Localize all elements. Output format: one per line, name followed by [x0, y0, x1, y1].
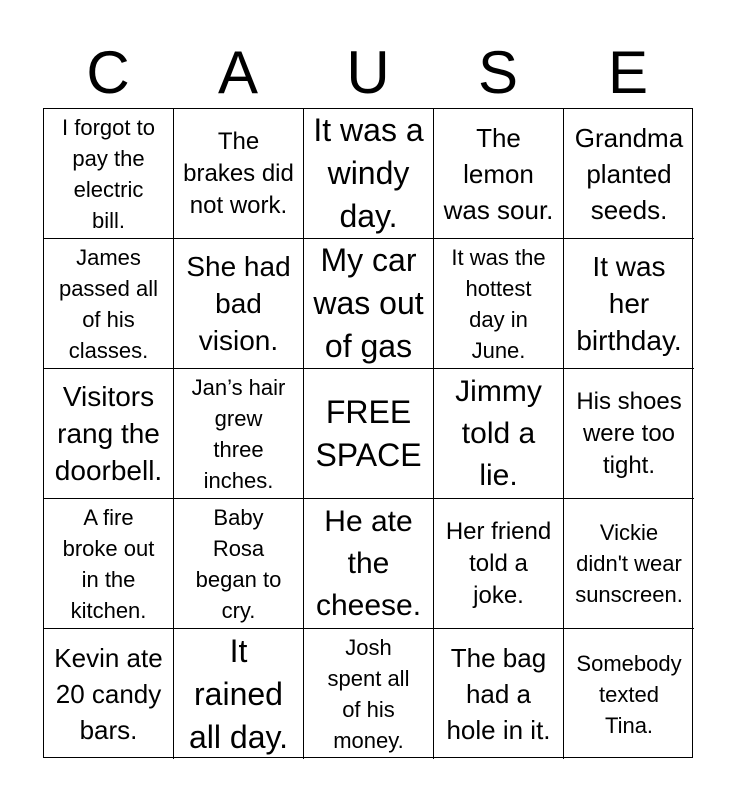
header-letter-s: S — [477, 39, 519, 106]
cell-text: The brakes did not work. — [183, 127, 294, 219]
bingo-cell[interactable] — [434, 109, 564, 239]
cell-text: Visitors rang the doorbell. — [54, 381, 163, 486]
free-space-text: FREE SPACE — [315, 393, 422, 473]
bingo-cell[interactable] — [174, 629, 304, 759]
bingo-cell[interactable] — [434, 239, 564, 369]
bingo-cell[interactable] — [564, 369, 694, 499]
bingo-cell[interactable] — [44, 239, 174, 369]
cell-text: A fire broke out in the kitchen. — [62, 504, 155, 623]
bingo-cell[interactable] — [564, 239, 694, 369]
bingo-cell[interactable] — [304, 629, 434, 759]
cell-text: Somebody texted Tina. — [576, 650, 682, 738]
bingo-cell[interactable] — [44, 629, 174, 759]
cell-text: Jan’s hair grew three inches. — [191, 374, 286, 493]
bingo-cell[interactable] — [44, 109, 174, 239]
bingo-cell[interactable] — [564, 499, 694, 629]
bingo-cell[interactable] — [174, 369, 304, 499]
free-space-cell[interactable] — [304, 369, 434, 499]
bingo-header — [43, 38, 693, 108]
cell-text: Grandma planted seeds. — [574, 122, 684, 225]
bingo-cell[interactable] — [174, 109, 304, 239]
cell-text: Jimmy told a lie. — [455, 374, 542, 492]
bingo-cell[interactable] — [174, 499, 304, 629]
bingo-cell[interactable] — [434, 629, 564, 759]
cell-text: It was a windy day. — [313, 112, 424, 234]
cell-text: His shoes were too tight. — [576, 387, 682, 479]
bingo-cell[interactable] — [304, 239, 434, 369]
cell-text: The bag had a hole in it. — [446, 643, 551, 745]
bingo-cell[interactable] — [564, 109, 694, 239]
bingo-cell[interactable] — [44, 369, 174, 499]
bingo-grid — [43, 108, 693, 758]
bingo-cell[interactable] — [304, 499, 434, 629]
cell-text: It was her birthday. — [576, 251, 682, 356]
cell-text: She had bad vision. — [186, 251, 291, 356]
cell-text: My car was out of gas — [313, 242, 424, 364]
bingo-cell[interactable] — [44, 499, 174, 629]
cell-text: Her friend told a joke. — [445, 517, 552, 609]
cell-text: Vickie didn't wear sunscreen. — [575, 520, 683, 607]
bingo-cell[interactable] — [434, 499, 564, 629]
header-letter-e: E — [607, 39, 649, 106]
bingo-cell[interactable] — [564, 629, 694, 759]
header-letter-a: A — [217, 39, 259, 106]
cell-text: Baby Rosa began to cry. — [195, 504, 282, 623]
cell-text: I forgot to pay the electric bill. — [62, 114, 155, 233]
cell-text: Kevin ate 20 candy bars. — [54, 643, 163, 745]
header-letter-c: C — [86, 39, 130, 106]
cell-text: The lemon was sour. — [443, 122, 554, 225]
bingo-cell[interactable] — [174, 239, 304, 369]
cell-text: It rained all day. — [188, 632, 288, 755]
cell-text: James passed all of his classes. — [58, 244, 159, 363]
bingo-cell[interactable] — [434, 369, 564, 499]
cell-text: Josh spent all of his money. — [327, 635, 410, 753]
header-letter-u: U — [346, 39, 390, 106]
cell-text: It was the hottest day in June. — [451, 244, 546, 363]
bingo-cell[interactable] — [304, 109, 434, 239]
cell-text: He ate the cheese. — [315, 504, 422, 622]
